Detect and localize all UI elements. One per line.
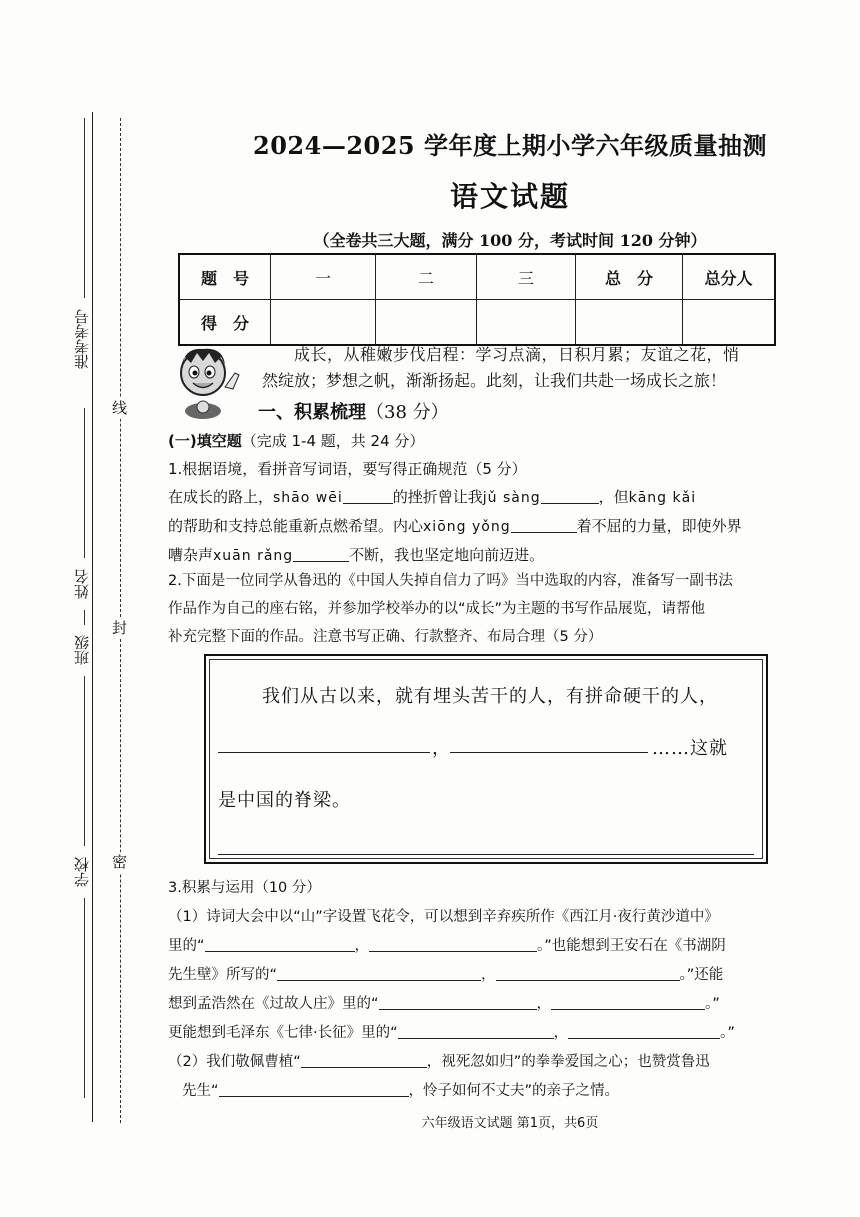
calligraphy-blank-2[interactable] [450, 752, 648, 753]
seal-char-seal: 封 [112, 619, 128, 637]
subject-title: 语文试题 [449, 180, 570, 213]
q1-blank-1[interactable] [343, 485, 393, 504]
subsection-note: （完成 1-4 题，共 24 分） [241, 432, 425, 450]
q1-blank-2[interactable] [541, 485, 599, 504]
q3-stem: 3.积累与运用（10 分） [168, 880, 321, 896]
q3-b1-post: ，视死忽如归”的拳拳爱国之心；也赞赏鲁迅 [426, 1054, 710, 1070]
q3-a4-post: 。” [705, 996, 720, 1012]
name-label: 姓名 [75, 566, 90, 602]
score-cell-total[interactable] [576, 300, 683, 346]
q1-line-3 [168, 541, 788, 570]
q3-a2-post: 。”也能想到王安石在《书湖阴 [537, 938, 726, 954]
score-header-3: 三 [477, 254, 576, 300]
calligraphy-comma: ， [432, 738, 451, 759]
seal-char-line: 线 [112, 399, 128, 417]
q3-blank-5[interactable] [379, 991, 537, 1010]
intro-line-2: 然绽放；梦想之帆，渐渐扬起。此刻，让我们共赴一场成长之旅！ [262, 371, 727, 390]
q1-text-4: 的帮助和支持总能重新点燃希望。内心 [168, 517, 424, 535]
q1-pinyin-1: shāo wēi [273, 490, 343, 506]
calligraphy-box [204, 654, 768, 864]
q3-a5-mid: ， [553, 1025, 569, 1041]
q3-blank-3[interactable] [277, 962, 481, 981]
q3-a3-mid: ， [481, 967, 496, 983]
school-label: 学校 [75, 854, 90, 890]
subsection-title: (一)填空题 [168, 432, 242, 450]
score-row-label: 得 分 [179, 300, 271, 346]
q1-text-2: 的挫折曾让我 [392, 488, 483, 506]
school-field-line[interactable] [84, 898, 85, 1098]
q1-line-2 [168, 512, 788, 541]
q3-b2-post: ，怜子如何不丈夫”的亲子之情。 [408, 1083, 620, 1099]
q3-a5-pre: 更能想到毛泽东《七律·长征》里的“ [168, 1025, 398, 1041]
q3-a4-pre: 想到孟浩然在《过故人庄》里的“ [168, 996, 379, 1012]
q3-a4-mid: ， [536, 996, 552, 1012]
q1-pinyin-3: kāng kǎi [628, 490, 697, 506]
subsection-fill-blank [168, 427, 788, 455]
q3-blank-8[interactable] [568, 1020, 720, 1039]
q1-blank-4[interactable] [511, 514, 577, 533]
q3-blank-1[interactable] [205, 933, 355, 952]
name-field-line[interactable] [84, 408, 85, 558]
q1-line-1 [168, 483, 788, 512]
q1-pinyin-5: xuān rǎng [213, 548, 294, 564]
q3-blank-10[interactable] [219, 1078, 409, 1097]
calligraphy-blank-3[interactable] [218, 854, 754, 855]
score-header-question-no: 题 号 [179, 254, 271, 300]
q3-a3-pre: 先生壁》所写的“ [168, 967, 278, 983]
q3-part2-line-2 [168, 1077, 788, 1106]
q1-text-5: 着不屈的力量，即使外界 [576, 517, 742, 535]
q3-a2-pre: 里的“ [168, 938, 205, 954]
q3-b2-pre: 先生“ [182, 1083, 219, 1099]
q1-text-6: 嘈杂声 [168, 546, 214, 564]
q1-text-3: ，但 [598, 488, 629, 506]
binding-margin [0, 0, 160, 1217]
q2-line-2: 作品作为自己的座右铭，并参加学校举办的以“成长”为主题的书写作品展览，请帮他 [168, 601, 706, 617]
cartoon-boy-mascot-icon [163, 343, 249, 419]
q1-pinyin-2: jǔ sàng [482, 490, 541, 506]
section-1-title: 一、积累梳理 [258, 402, 366, 423]
q1-text-1: 在成长的路上， [168, 488, 274, 506]
q3-part1-line-5 [168, 1019, 788, 1048]
seal-char-secret: 密 [112, 853, 128, 871]
q2-line-3: 补充完整下面的作品。注意书写正确、行款整齐、布局合理（5 分） [168, 629, 603, 645]
score-cell-2[interactable] [376, 300, 477, 346]
q3-part1-line-3 [168, 961, 788, 990]
intro-line-1: 成长，从稚嫩步伐启程：学习点滴，日积月累；友谊之花，悄 [294, 345, 740, 364]
exam-number-label: 准考考号 [75, 306, 90, 372]
calligraphy-line-3: 是中国的脊梁。 [218, 790, 351, 811]
exam-number-field-line[interactable] [84, 118, 85, 298]
q3-b1-pre: （2）我们敬佩曹植“ [168, 1054, 301, 1070]
section-1-points: （38 分） [366, 402, 449, 423]
q1-pinyin-4: xiōng yǒng [423, 519, 511, 535]
q3-part1-line-4 [168, 990, 788, 1019]
calligraphy-blank-1[interactable] [218, 752, 430, 753]
q3-blank-4[interactable] [496, 962, 680, 981]
name-class-gap-line [84, 610, 85, 625]
class-field-line[interactable] [84, 676, 85, 846]
score-table-score-row [179, 300, 775, 346]
q3-blank-6[interactable] [551, 991, 705, 1010]
score-cell-1[interactable] [271, 300, 376, 346]
score-table-header-row [179, 254, 775, 300]
score-header-1: 一 [271, 254, 376, 300]
score-header-scorer: 总分人 [683, 254, 776, 300]
q3-part2-line-1 [168, 1048, 788, 1077]
calligraphy-tail: ……这就 [652, 738, 728, 759]
q3-blank-9[interactable] [301, 1049, 427, 1068]
q3-blank-2[interactable] [369, 933, 537, 952]
score-header-2: 二 [376, 254, 477, 300]
class-label: 班级 [75, 632, 90, 668]
exam-subtitle: （全卷共三大题，满分 100 分，考试时间 120 分钟） [313, 231, 707, 250]
question-1 [168, 455, 788, 570]
section-1-heading [258, 398, 449, 424]
q1-stem: 1.根据语境，看拼音写词语，要写得正确规范（5 分） [168, 460, 527, 478]
intro-paragraph [262, 342, 792, 394]
q3-a2-mid: ， [354, 938, 370, 954]
score-cell-scorer[interactable] [683, 300, 776, 346]
q3-part1-line-2 [168, 932, 788, 961]
calligraphy-line-1: 我们从古以来，就有埋头苦干的人，有拼命硬干的人， [262, 686, 718, 707]
q1-text-7: 不断，我也坚定地向前迈进。 [349, 546, 545, 564]
score-header-total: 总 分 [576, 254, 683, 300]
margin-solid-line [92, 112, 93, 1122]
question-2 [168, 567, 788, 651]
page-footer: 六年级语文试题 第1页，共6页 [421, 1116, 599, 1131]
q1-blank-5[interactable] [293, 543, 349, 562]
exam-title: 2024—2025 学年度上期小学六年级质量抽测 [253, 131, 767, 160]
q3-a3-post: 。”还能 [679, 967, 724, 983]
q3-part1-line-1: （1）诗词大会中以“山”字设置飞花令，可以想到辛弃疾所作《西江月·夜行黄沙道中》 [168, 909, 719, 925]
question-3 [168, 874, 788, 1106]
score-table [178, 253, 776, 346]
q2-line-1: 2.下面是一位同学从鲁迅的《中国人失掉自信力了吗》当中选取的内容，准备写一副书法 [168, 573, 733, 589]
q3-a5-post: 。” [720, 1025, 735, 1041]
score-cell-3[interactable] [477, 300, 576, 346]
q3-blank-7[interactable] [398, 1020, 554, 1039]
